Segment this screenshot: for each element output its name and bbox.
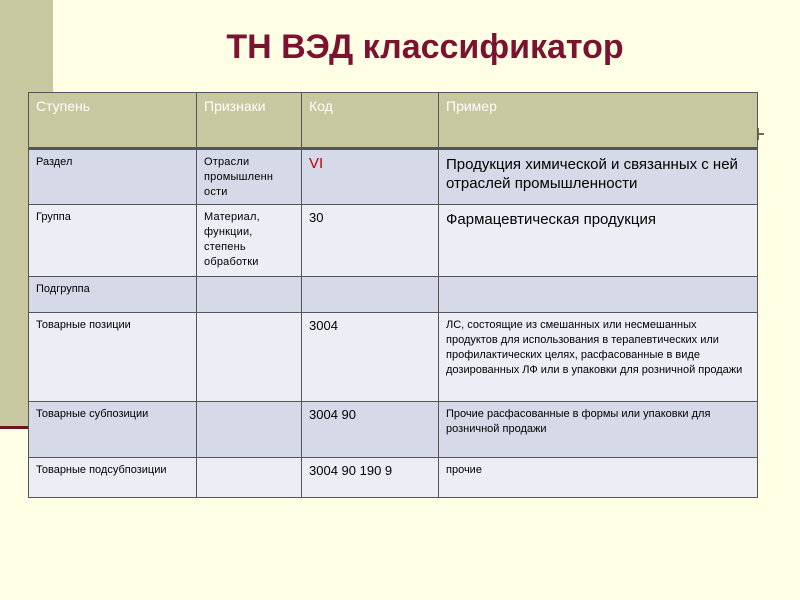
cell-features — [197, 402, 302, 458]
cell-features — [197, 277, 302, 313]
cell-stage: Подгруппа — [29, 277, 197, 313]
table-row — [29, 205, 758, 277]
header-features: Признаки — [197, 93, 302, 149]
table-row — [29, 458, 758, 498]
cell-example: ЛС, состоящие из смешанных или несмешанных продуктов для использования в терапевтических или профилактических целях, расфасованные в виде дозированных ЛФ или в упаковки для розничной продажи — [439, 313, 758, 402]
cell-stage: Товарные позиции — [29, 313, 197, 402]
cell-example: прочие — [439, 458, 758, 498]
cell-stage: Товарные субпозиции — [29, 402, 197, 458]
cell-features: Отрасли промышленн ости — [197, 149, 302, 205]
table-header-row — [29, 93, 758, 149]
table-row — [29, 402, 758, 458]
cell-features: Материал, функции, степень обработки — [197, 205, 302, 277]
cell-code: 3004 — [302, 313, 439, 402]
cell-stage: Товарные подсубпозиции — [29, 458, 197, 498]
cell-features — [197, 313, 302, 402]
table-row — [29, 277, 758, 313]
cell-example — [439, 277, 758, 313]
cell-code: 3004 90 — [302, 402, 439, 458]
header-code: Код — [302, 93, 439, 149]
classifier-table — [28, 92, 758, 498]
cell-example: Фармацевтическая продукция — [439, 205, 758, 277]
header-stage: Ступень — [29, 93, 197, 149]
cell-example: Продукция химической и связанных с ней отраслей промышленности — [439, 149, 758, 205]
cell-features — [197, 458, 302, 498]
table-row — [29, 313, 758, 402]
cell-stage: Раздел — [29, 149, 197, 205]
slide-title: ТН ВЭД классификатор — [226, 28, 624, 66]
cell-code: VI — [302, 149, 439, 205]
table-row — [29, 149, 758, 205]
cell-example: Прочие расфасованные в формы или упаковки для розничной продажи — [439, 402, 758, 458]
header-example: Пример — [439, 93, 758, 149]
cell-code: 3004 90 190 9 — [302, 458, 439, 498]
cell-stage: Группа — [29, 205, 197, 277]
cell-code — [302, 277, 439, 313]
decorative-side-line — [0, 426, 28, 429]
cell-code: 30 — [302, 205, 439, 277]
